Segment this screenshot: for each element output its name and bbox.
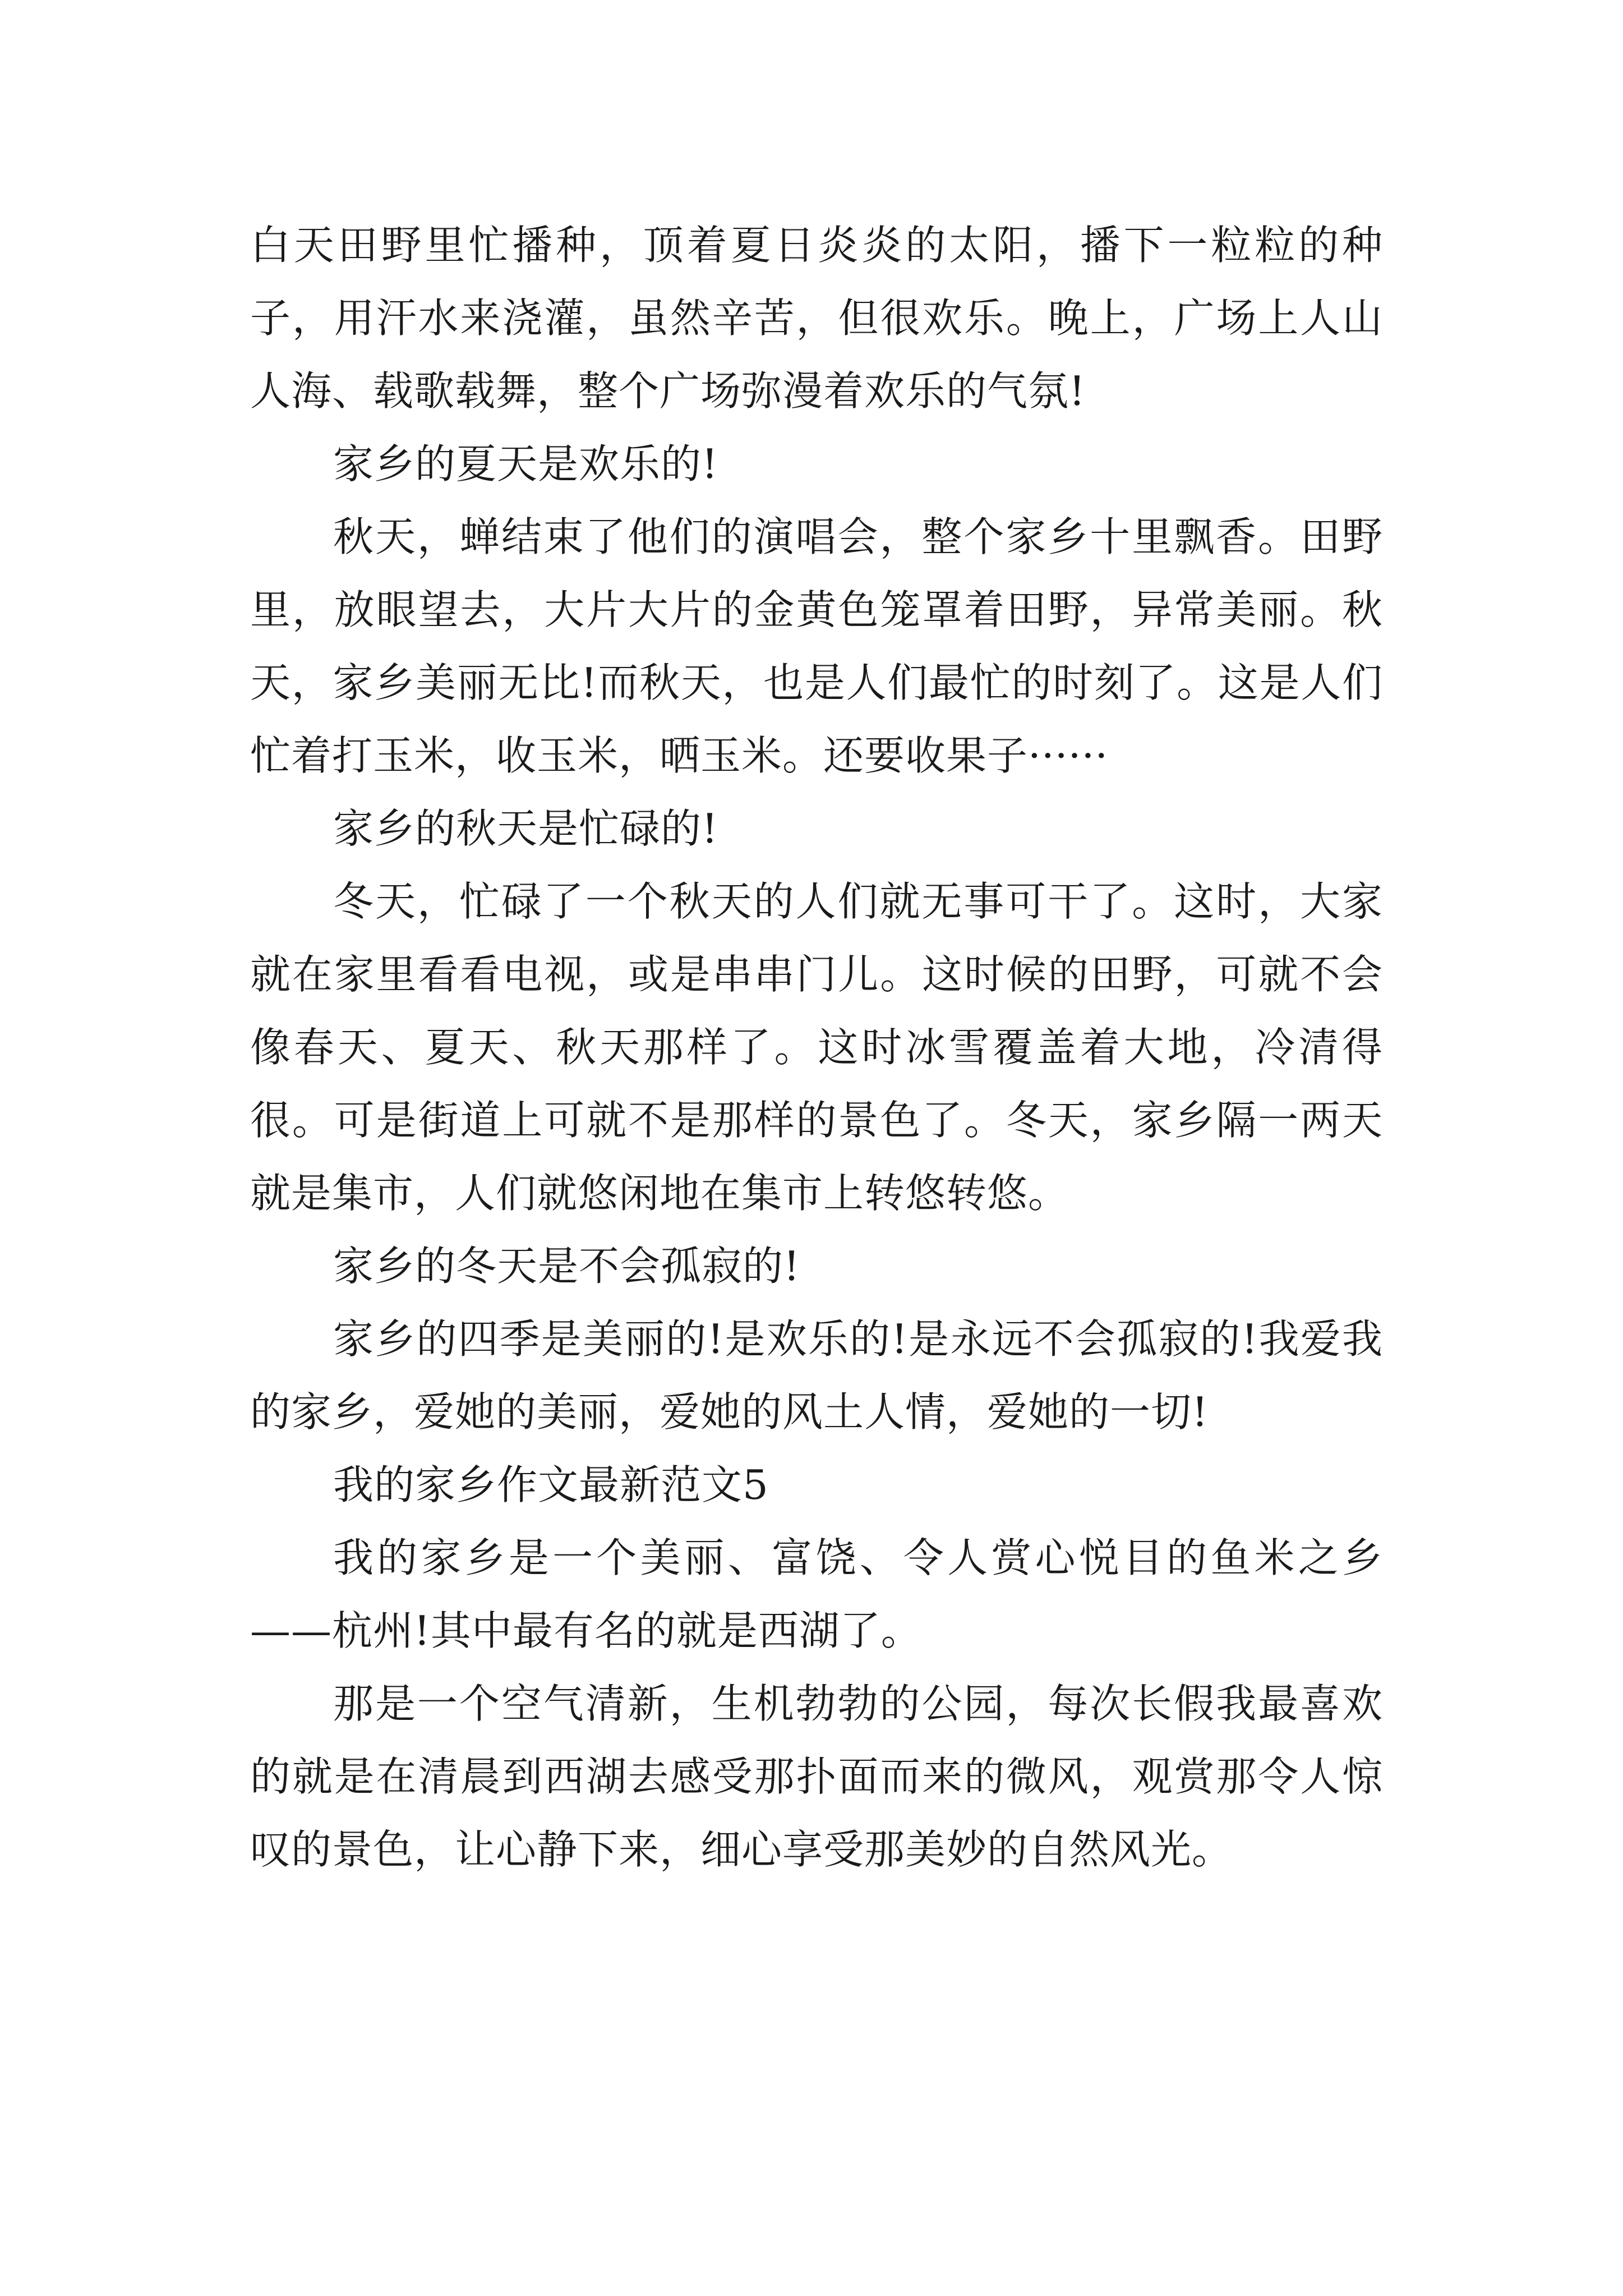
paragraph-autumn-description: 秋天，蝉结束了他们的演唱会，整个家乡十里飘香。田野里，放眼望去，大片大片的金黄色笼罩着田野，异常美丽。秋天，家乡美丽无比!而秋天，也是人们最忙的时刻了。这是人们忙着打玉米，收玉米，晒玉米。还要收果子······ bbox=[250, 513, 1383, 779]
essay-heading: 我的家乡作文最新范文5 bbox=[333, 1461, 769, 1508]
paragraph-summer-conclusion: 家乡的夏天是欢乐的! bbox=[333, 440, 718, 487]
paragraph-summer-description: 白天田野里忙播种，顶着夏日炎炎的太阳，播下一粒粒的种子，用汗水来浇灌，虽然辛苦，但很欢乐。晚上，广场上人山人海、载歌载舞，整个广场弥漫着欢乐的气氛! bbox=[250, 222, 1383, 415]
paragraph-four-seasons-summary: 家乡的四季是美丽的!是欢乐的!是永远不会孤寂的!我爱我的家乡，爱她的美丽，爱她的风土人情，爱她的一切! bbox=[250, 1315, 1383, 1435]
paragraph-autumn-conclusion: 家乡的秋天是忙碌的! bbox=[333, 805, 718, 852]
document-body bbox=[250, 209, 1383, 1886]
paragraph-west-lake-park: 那是一个空气清新，生机勃勃的公园，每次长假我最喜欢的就是在清晨到西湖去感受那扑面而来的微风，观赏那令人惊叹的景色，让心静下来，细心享受那美妙的自然风光。 bbox=[250, 1680, 1383, 1873]
paragraph-winter-description: 冬天，忙碌了一个秋天的人们就无事可干了。这时，大家就在家里看看电视，或是串串门儿。这时候的田野，可就不会像春天、夏天、秋天那样了。这时冰雪覆盖着大地，冷清得很。可是街道上可就不是那样的景色了。冬天，家乡隔一两天就是集市，人们就悠闲地在集市上转悠转悠。 bbox=[250, 878, 1383, 1217]
paragraph-winter-conclusion: 家乡的冬天是不会孤寂的! bbox=[333, 1243, 800, 1290]
paragraph-hangzhou-intro: 我的家乡是一个美丽、富饶、令人赏心悦目的鱼米之乡——杭州!其中最有名的就是西湖了。 bbox=[250, 1534, 1383, 1654]
